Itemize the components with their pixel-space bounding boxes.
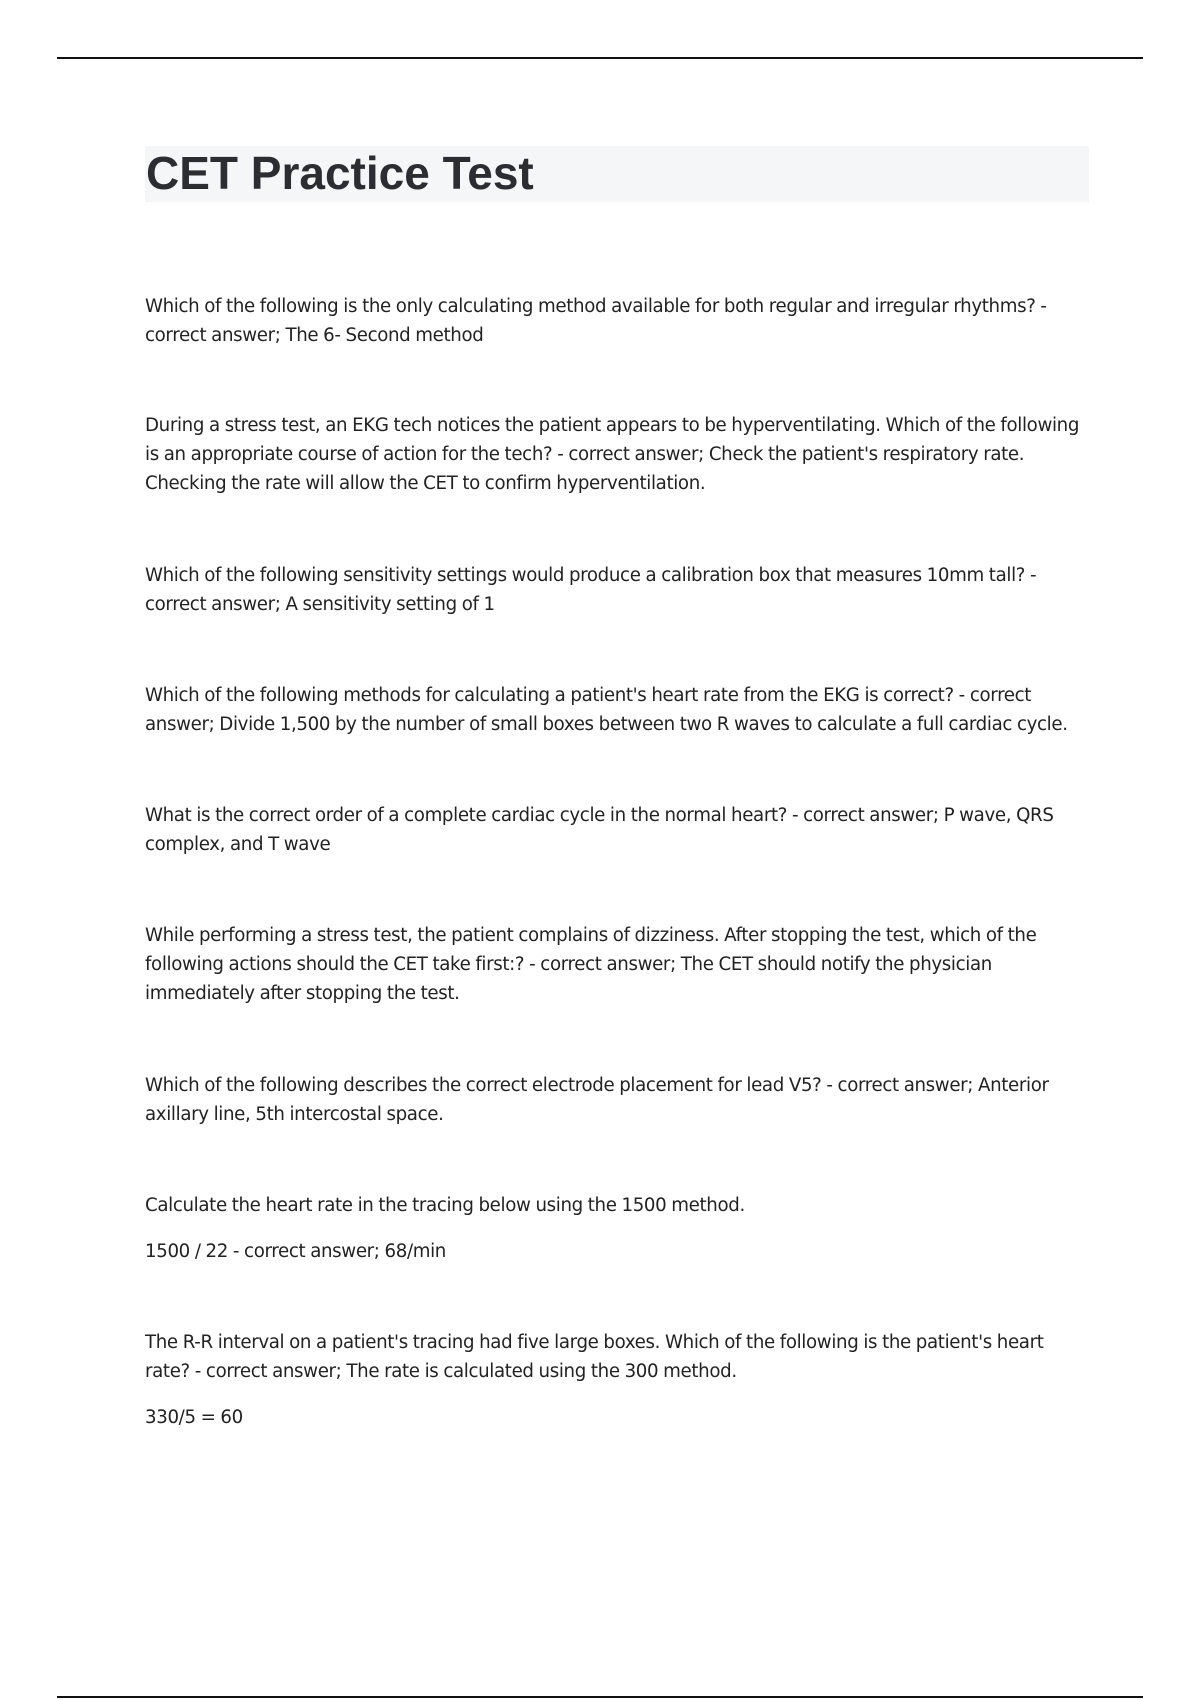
question-answer-3: [145, 561, 1090, 619]
answer-calculation: 1500 / 22 - correct answer; 68/min: [145, 1241, 446, 1262]
question-answer-9: [145, 1328, 1090, 1432]
question-text: During a stress test, an EKG tech notices the patient appears to be hyperventilating. Which of the following is an appropriate course of action for the tech? - correct answer; Check the patient's respiratory rate. Checking the rate will allow the CET to confirm hyperventilation.: [145, 415, 1080, 494]
top-divider: [57, 57, 1143, 59]
question-answer-4: [145, 681, 1090, 739]
question-answer-2: [145, 411, 1090, 498]
bottom-divider: [57, 1696, 1143, 1698]
question-text: What is the correct order of a complete cardiac cycle in the normal heart? - correct answer; P wave, QRS complex, and T wave: [145, 805, 1054, 855]
question-text: Calculate the heart rate in the tracing below using the 1500 method.: [145, 1195, 745, 1216]
question-text: Which of the following describes the correct electrode placement for lead V5? - correct answer; Anterior axillary line, 5th intercostal space.: [145, 1075, 1049, 1125]
question-answer-7: [145, 1071, 1090, 1129]
question-text: Which of the following is the only calculating method available for both regular and irregular rhythms? - correct answer; The 6- Second method: [145, 296, 1047, 346]
question-text: The R-R interval on a patient's tracing had five large boxes. Which of the following is the patient's heart rate? - correct answer; The rate is calculated using the 300 method.: [145, 1332, 1044, 1382]
question-answer-5: [145, 801, 1090, 859]
question-answer-6: [145, 921, 1090, 1008]
question-text: While performing a stress test, the patient complains of dizziness. After stopping the test, which of the following actions should the CET take first:? - correct answer; The CET should notify the physician immediately after stopping the test.: [145, 925, 1037, 1004]
question-text: Which of the following methods for calculating a patient's heart rate from the EKG is correct? - correct answer; Divide 1,500 by the number of small boxes between two R waves to calculate a full cardiac cycle.: [145, 685, 1068, 735]
question-answer-1: [145, 292, 1090, 350]
page-title: CET Practice Test: [146, 147, 534, 199]
question-answer-8: [145, 1191, 1090, 1266]
question-text: Which of the following sensitivity settings would produce a calibration box that measures 10mm tall? - correct answer; A sensitivity setting of 1: [145, 565, 1037, 615]
answer-calculation: 330/5 = 60: [145, 1407, 243, 1428]
